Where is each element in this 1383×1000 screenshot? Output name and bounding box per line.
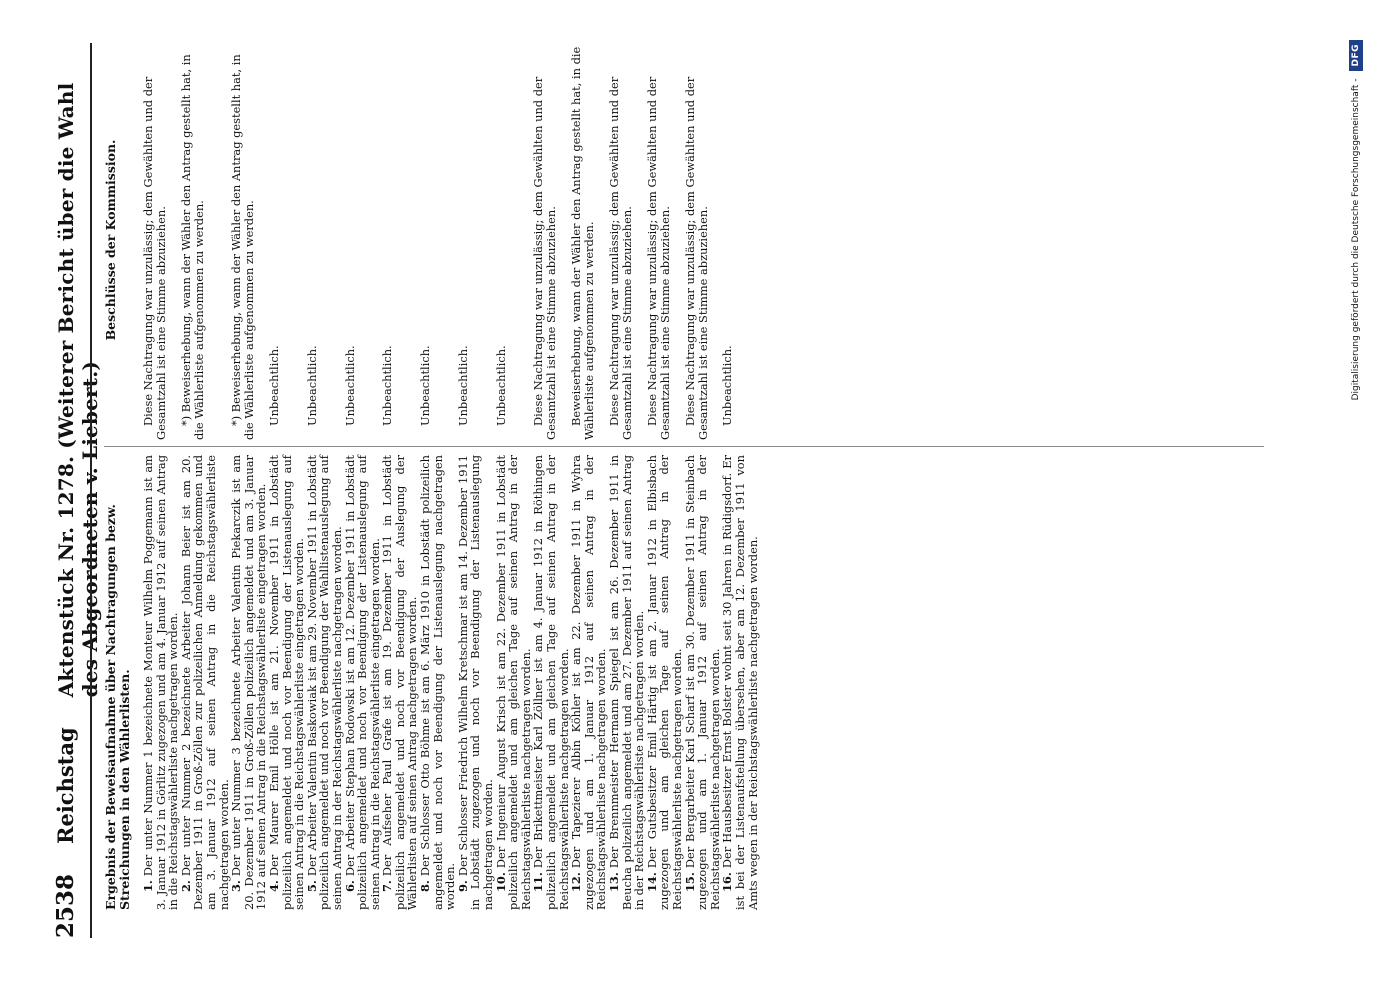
entry-number: 10. [493, 872, 508, 892]
entry-number: 7. [380, 880, 395, 892]
evidence-entry [721, 455, 759, 910]
entry-number: 15. [682, 872, 697, 892]
evidence-entry [646, 455, 684, 910]
entry-number: 8. [418, 880, 433, 892]
evidence-heading: Ergebnis der Beweisaufnahme über Nachtragungen bezw. Streichungen in den Wählerlisten. [103, 504, 132, 910]
evidence-entry [180, 455, 230, 910]
entry-number: 9. [455, 880, 470, 892]
page-title: Aktenstück Nr. 1278. (Weiterer Bericht über die Wahl des Abgeordneten v. Liebert.) [54, 82, 102, 698]
entry-text: Der unter Nummer 1 bezeichnete Monteur Wilhelm Poggemann ist am 3. Januar 1912 in Görlitz zugezogen und am 4. Januar 1912 auf seinen Antrag in die Reichstagswählerliste nachgetragen worden. [141, 455, 181, 910]
evidence-entry [532, 455, 570, 910]
entry-number: 14. [644, 872, 659, 892]
evidence-entry [608, 455, 646, 910]
entry-number: 4. [266, 880, 281, 892]
entry-text: Der Schlosser Otto Böhme ist am 6. März 1910 in Lobstädt polizeilich angemeldet und noch vor Beendigung der Listenauslegung nachgetragen worden. [418, 455, 458, 910]
resolution: Diese Nachtragung war unzulässig; dem Gewählten und der Gesamtzahl ist eine Stimme abzuziehen. [645, 76, 672, 440]
resolution: Unbeachtlich. [380, 345, 394, 426]
page-number: 2538 [52, 873, 79, 938]
resolution: Diese Nachtragung war unzulässig; dem Gewählten und der Gesamtzahl ist eine Stimme abzuziehen. [607, 76, 634, 440]
resolution: *) Beweiserhebung, wann der Wähler den Antrag gestellt hat, in die Wählerliste aufgenommen zu werden. [179, 54, 206, 440]
entry-number: 5. [304, 880, 319, 892]
evidence-entry [230, 455, 268, 910]
entry-number: 6. [342, 880, 357, 892]
resolution: Unbeachtlich. [305, 345, 319, 426]
evidence-entry [306, 455, 344, 910]
evidence-entry [419, 455, 457, 910]
funding-credit: Digitalisierung gefördert durch die Deutsche Forschungsgemeinschaft - [1351, 78, 1361, 401]
dfg-logo: DFG [1349, 40, 1363, 71]
entry-text: Der Schlosser Friedrich Wilhelm Kretschmar ist am 14. Dezember 1911 in Lobstädt zugezogen und noch vor Beendigung der Listenauslegung nachgetragen worden. [455, 455, 496, 910]
entry-text: Der Aufseher Paul Grafe ist am 19. Dezember 1911 in Lobstädt polizeilich angemeldet und noch vor Beendigung der Auslegung der Wählerlisten auf seinen Antrag nachgetragen worden. [380, 455, 420, 910]
entry-text: Der Arbeiter Valentin Baskowiak ist am 29. November 1911 in Lobstädt polizeilich angemeldet und noch vor Beendigung der Wahllistenauslegung auf seinen Antrag in der Reichstagswählerliste nachgetragen worden. [304, 455, 344, 910]
evidence-entry [684, 455, 722, 910]
entry-number: 13. [606, 872, 621, 892]
entry-text: Der Hausbesitzer Ernst Bolster wohnt seit 30 Jahren in Rüdigsdorf. Er ist bei der Listenaufstellung übersehen, aber am 12. Dezember 1911 von Amts wegen in der Reichstagswählerliste nachgetragen worden. [720, 455, 760, 910]
resolution: Unbeachtlich. [720, 345, 734, 426]
entry-text: Der unter Nummer 3 bezeichnete Arbeiter Valentin Piekarczik ist am 20. Dezember 1911 in Groß-Zöllen polizeilich angemeldet und am 3. Januar 1912 auf seinen Antrag in die Reichstagswählerliste eingetragen worden. [229, 455, 269, 910]
resolution: Diese Nachtragung war unzulässig; dem Gewählten und der Gesamtzahl ist eine Stimme abzuziehen. [683, 76, 710, 440]
resolutions-column [104, 40, 1304, 440]
resolutions-heading: Beschlüsse der Kommission. [103, 139, 118, 341]
resolution: Beweiserhebung, wann der Wähler den Antrag gestellt hat, in die Wählerliste aufgenommen zu werden. [569, 46, 596, 440]
evidence-entry [495, 455, 533, 910]
entry-number: 11. [531, 872, 546, 892]
evidence-column [104, 455, 1304, 910]
entry-text: Der Maurer Emil Hölle ist am 21. November 1911 in Lobstädt polizeilich angemeldet und noch vor Beendigung der Listenauslegung auf seinen Antrag in die Reichstagswählerliste eingetragen worden. [266, 455, 307, 910]
entry-text: Der unter Nummer 2 bezeichnete Arbeiter Johann Beier ist am 20. Dezember 1911 in Groß-Zöllen zur polizeilichen Anmeldung gekommen und am 3. Januar 1912 auf seinen Antrag in die Reichstagswählerliste nachgetragen worden. [178, 455, 231, 910]
entry-text: Der Brikettmeister Karl Zöllner ist am 4. Januar 1912 in Röthingen polizeilich angemeldet und am gleichen Tage auf seinen Antrag in der Reichstagswählerliste nachgetragen worden. [531, 455, 571, 910]
entry-text: Der Tapezierer Albin Köhler ist am 22. Dezember 1911 in Wyhra zugezogen und am 1. Januar 1912 auf seinen Antrag in der Reichstagswählerliste nachgetragen worden. [569, 455, 609, 910]
digitization-footer [1344, 40, 1368, 960]
entry-text: Der Bergarbeiter Karl Scharf ist am 30. Dezember 1911 in Steinbach zugezogen und am 1. Januar 1912 auf seinen Antrag in der Reichstagswählerliste nachgetragen worden. [682, 455, 722, 910]
entry-number: 1. [141, 880, 155, 892]
entry-number: 12. [569, 872, 584, 892]
evidence-entry [457, 455, 495, 910]
resolution: Unbeachtlich. [418, 345, 432, 426]
resolution: *) Beweiserhebung, wann der Wähler den Antrag gestellt hat, in die Wählerliste aufgenommen zu werden. [229, 54, 256, 440]
entry-text: Der Brennmeister Hermann Spiegel ist am 26. Dezember 1911 in Beucha polizeilich angemeldet und am 27. Dezember 1911 auf seinen Antrag in der Reichstagswählerliste nachgetragen worden. [606, 455, 647, 910]
entry-text: Der Gutsbesitzer Emil Härtig ist am 2. Januar 1912 in Elbisbach zugezogen und am gleichen Tage auf seinen Antrag in der Reichstagswählerliste nachgetragen worden. [644, 455, 684, 910]
evidence-entry [570, 455, 608, 910]
resolution: Diese Nachtragung war unzulässig; dem Gewählten und der Gesamtzahl ist eine Stimme abzuziehen. [141, 76, 168, 440]
source-label: Reichstag [53, 727, 78, 844]
resolution: Unbeachtlich. [494, 345, 508, 426]
resolution: Unbeachtlich. [456, 345, 470, 426]
page-header [52, 38, 102, 938]
entry-number: 3. [229, 880, 244, 892]
entry-number: 2. [178, 880, 193, 892]
evidence-entry [381, 455, 419, 910]
resolution: Unbeachtlich. [343, 345, 357, 426]
evidence-entry [268, 455, 306, 910]
column-divider [104, 446, 1264, 447]
entry-number: 16. [720, 872, 735, 892]
evidence-entry [344, 455, 382, 910]
entry-text: Der Arbeiter Stephan Rodowski ist am 12. Dezember 1911 in Lobstädt polizeilich angemeldet und noch vor Beendigung der Listenauslegung auf seinen Antrag in die Reichstagswählerliste eingetragen worden. [342, 455, 382, 910]
resolution: Diese Nachtragung war unzulässig; dem Gewählten und der Gesamtzahl ist eine Stimme abzuziehen. [531, 76, 558, 440]
header-rule [90, 43, 92, 938]
evidence-entry [142, 455, 180, 910]
entry-text: Der Ingenieur August Krisch ist am 22. Dezember 1911 in Lobstädt polizeilich angemeldet und am gleichen Tage auf seinen Antrag in der Reichstagswählerliste nachgetragen worden. [493, 455, 533, 910]
resolution: Unbeachtlich. [267, 345, 281, 426]
